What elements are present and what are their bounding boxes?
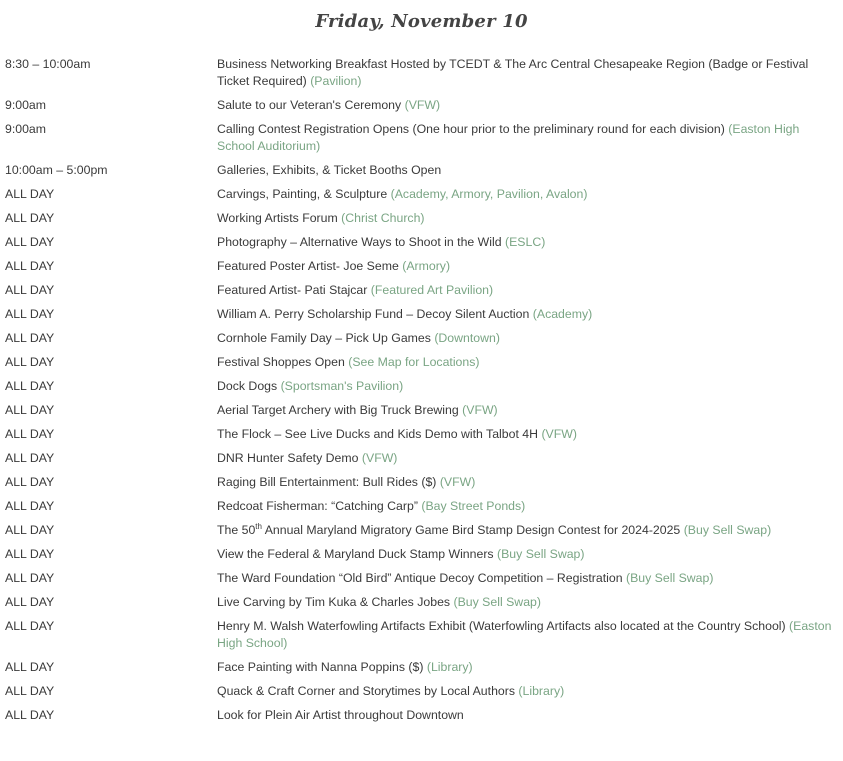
- event-description: [217, 330, 843, 347]
- event-location-link[interactable]: (Academy, Armory, Pavilion, Avalon): [390, 187, 588, 201]
- event-time: ALL DAY: [5, 211, 55, 225]
- event-time: ALL DAY: [5, 708, 55, 722]
- event-title: Dock Dogs: [217, 379, 278, 393]
- event-time: ALL DAY: [5, 547, 55, 561]
- event-title: The Ward Foundation “Old Bird” Antique Decoy Competition – Registration: [217, 571, 623, 585]
- event-location-link[interactable]: (Library): [518, 684, 565, 698]
- event-time: ALL DAY: [5, 427, 55, 441]
- event-title: Quack & Craft Corner and Storytimes by Local Authors: [217, 684, 515, 698]
- event-description: [217, 258, 843, 275]
- event-title: Featured Poster Artist- Joe Seme: [217, 259, 399, 273]
- event-description: [217, 570, 843, 587]
- event-description: [217, 522, 843, 539]
- schedule-row: [0, 522, 843, 539]
- event-location-link[interactable]: (Buy Sell Swap): [625, 571, 714, 585]
- event-title: Business Networking Breakfast Hosted by TCEDT & The Arc Central Chesapeake Region (Badge or Festival Ticket Required): [217, 57, 809, 88]
- event-time: ALL DAY: [5, 355, 55, 369]
- event-time: ALL DAY: [5, 499, 55, 513]
- event-title: View the Federal & Maryland Duck Stamp Winners: [217, 547, 494, 561]
- event-description: [217, 659, 843, 676]
- event-location-link[interactable]: (Library): [426, 660, 473, 674]
- event-description: [217, 210, 843, 227]
- schedule-row: [0, 426, 843, 443]
- event-location-link[interactable]: (VFW): [462, 403, 498, 417]
- event-time: ALL DAY: [5, 379, 55, 393]
- event-time: ALL DAY: [5, 307, 55, 321]
- event-description: [217, 594, 843, 611]
- schedule-row: [0, 683, 843, 700]
- schedule-row: [0, 450, 843, 467]
- event-description: [217, 402, 843, 419]
- event-title: Featured Artist- Pati Stajcar: [217, 283, 368, 297]
- event-title: Festival Shoppes Open: [217, 355, 345, 369]
- event-time: ALL DAY: [5, 523, 55, 537]
- event-description: [217, 306, 843, 323]
- event-time: 9:00am: [5, 98, 47, 112]
- event-time: ALL DAY: [5, 403, 55, 417]
- schedule-row: [0, 162, 843, 179]
- event-time: ALL DAY: [5, 684, 55, 698]
- schedule-row: [0, 498, 843, 515]
- event-description: [217, 97, 843, 114]
- event-location-link[interactable]: (Armory): [402, 259, 451, 273]
- event-location-link[interactable]: (Downtown): [434, 331, 500, 345]
- schedule-row: [0, 707, 843, 724]
- schedule-row: [0, 378, 843, 395]
- event-title: Raging Bill Entertainment: Bull Rides ($): [217, 475, 437, 489]
- event-title: DNR Hunter Safety Demo: [217, 451, 359, 465]
- schedule-row: [0, 474, 843, 491]
- event-description: [217, 162, 843, 179]
- schedule-row: [0, 56, 843, 90]
- event-title: Calling Contest Registration Opens (One hour prior to the preliminary round for each division): [217, 122, 725, 136]
- event-location-link[interactable]: (See Map for Locations): [348, 355, 480, 369]
- schedule-row: [0, 186, 843, 203]
- event-title: Look for Plein Air Artist throughout Downtown: [217, 708, 464, 722]
- event-description: [217, 618, 843, 652]
- schedule-row: [0, 546, 843, 563]
- schedule-row: [0, 594, 843, 611]
- schedule-row: [0, 258, 843, 275]
- event-time: ALL DAY: [5, 660, 55, 674]
- event-description: [217, 378, 843, 395]
- event-description: [217, 234, 843, 251]
- event-description: [217, 474, 843, 491]
- event-time: ALL DAY: [5, 187, 55, 201]
- day-heading: Friday, November 10: [315, 11, 528, 32]
- event-title: Salute to our Veteran's Ceremony: [217, 98, 402, 112]
- schedule-row: [0, 570, 843, 587]
- event-description: [217, 282, 843, 299]
- event-time: ALL DAY: [5, 331, 55, 345]
- event-description: [217, 498, 843, 515]
- event-description: [217, 121, 843, 155]
- event-title: Live Carving by Tim Kuka & Charles Jobes: [217, 595, 451, 609]
- schedule-row: [0, 354, 843, 371]
- event-location-link[interactable]: (VFW): [361, 451, 398, 465]
- schedule-row: [0, 210, 843, 227]
- event-location-link[interactable]: (Buy Sell Swap): [453, 595, 541, 609]
- schedule-row: [0, 402, 843, 419]
- event-time: ALL DAY: [5, 595, 55, 609]
- event-location-link[interactable]: (Bay Street Ponds): [421, 499, 526, 513]
- event-location-link[interactable]: (Sportsman's Pavilion): [280, 379, 404, 393]
- event-title: Aerial Target Archery with Big Truck Brewing: [217, 403, 459, 417]
- event-title: William A. Perry Scholarship Fund – Decoy Silent Auction: [217, 307, 530, 321]
- event-description: [217, 683, 843, 700]
- schedule-list: [0, 56, 843, 731]
- event-time: ALL DAY: [5, 619, 55, 633]
- schedule-row: [0, 659, 843, 676]
- event-title: The Flock – See Live Ducks and Kids Demo with Talbot 4H: [217, 427, 539, 441]
- event-title: Working Artists Forum: [217, 211, 338, 225]
- event-description: [217, 707, 843, 724]
- event-title: Annual Maryland Migratory Game Bird Stamp Design Contest for 2024-2025: [261, 523, 681, 537]
- event-location-link[interactable]: (VFW): [404, 98, 441, 112]
- event-title: Photography – Alternative Ways to Shoot in the Wild: [217, 235, 502, 249]
- schedule-row: [0, 330, 843, 347]
- event-description: [217, 426, 843, 443]
- event-time: 8:30 – 10:00am: [5, 57, 91, 71]
- schedule-row: [0, 618, 843, 652]
- event-time: ALL DAY: [5, 283, 55, 297]
- schedule-row: [0, 306, 843, 323]
- event-title: Face Painting with Nanna Poppins ($): [217, 660, 424, 674]
- event-time: ALL DAY: [5, 451, 55, 465]
- event-time: ALL DAY: [5, 571, 55, 585]
- event-location-link[interactable]: (Buy Sell Swap): [683, 523, 772, 537]
- event-location-link[interactable]: (ESLC): [505, 235, 546, 249]
- event-title-prefix: The 50: [217, 523, 256, 537]
- event-title: Cornhole Family Day – Pick Up Games: [217, 331, 431, 345]
- event-location-link[interactable]: (Pavilion): [310, 74, 362, 88]
- event-location-link[interactable]: (Easton High School): [217, 619, 832, 650]
- event-description: [217, 56, 843, 90]
- event-title: Redcoat Fisherman: “Catching Carp”: [217, 499, 418, 513]
- event-location-link[interactable]: (Academy): [532, 307, 593, 321]
- event-description: [217, 186, 843, 203]
- event-location-link[interactable]: (Easton High School Auditorium): [217, 122, 800, 153]
- event-location-link[interactable]: (Featured Art Pavilion): [370, 283, 494, 297]
- event-title: Henry M. Walsh Waterfowling Artifacts Exhibit (Waterfowling Artifacts also located at the Country School): [217, 619, 786, 633]
- event-description: [217, 354, 843, 371]
- event-location-link[interactable]: (Buy Sell Swap): [497, 547, 585, 561]
- event-location-link[interactable]: (Christ Church): [341, 211, 425, 225]
- schedule-row: [0, 234, 843, 251]
- event-time: 9:00am: [5, 122, 47, 136]
- event-title: Galleries, Exhibits, & Ticket Booths Open: [217, 163, 442, 177]
- schedule-row: [0, 121, 843, 155]
- event-description: [217, 546, 843, 563]
- event-time: ALL DAY: [5, 235, 55, 249]
- event-location-link[interactable]: (VFW): [439, 475, 476, 489]
- ordinal-suffix: th: [255, 521, 262, 531]
- event-location-link[interactable]: (VFW): [541, 427, 577, 441]
- event-time: ALL DAY: [5, 259, 55, 273]
- event-description: [217, 450, 843, 467]
- event-time: ALL DAY: [5, 475, 55, 489]
- event-title: Carvings, Painting, & Sculpture: [217, 187, 388, 201]
- schedule-row: [0, 282, 843, 299]
- schedule-row: [0, 97, 843, 114]
- event-time: 10:00am – 5:00pm: [5, 163, 108, 177]
